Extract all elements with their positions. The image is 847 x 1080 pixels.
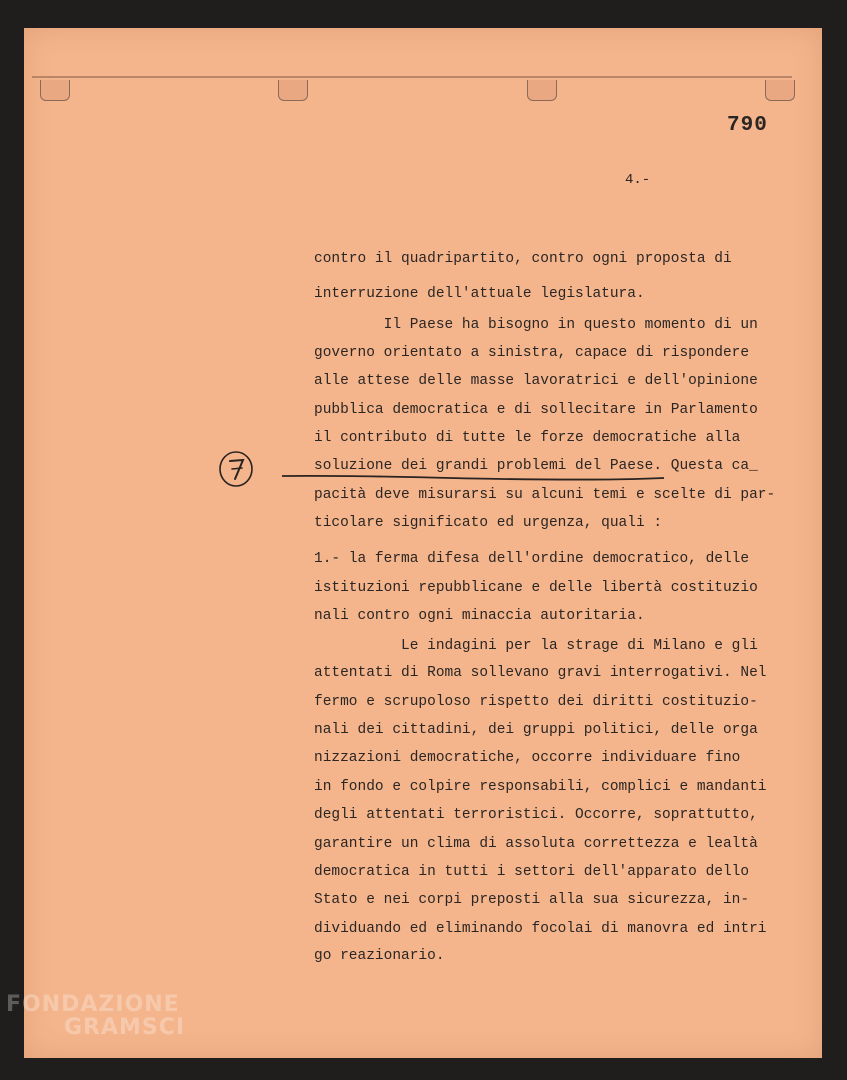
text-line: Stato e nei corpi preposti alla sua sicurezza, in- bbox=[314, 892, 750, 908]
text-line: Le indagini per la strage di Milano e gli bbox=[314, 638, 758, 654]
binder-tab bbox=[278, 80, 308, 101]
text-line: istituzioni repubblicane e delle libertà costituzio bbox=[314, 580, 758, 596]
text-line: Il Paese ha bisogno in questo momento di un bbox=[314, 317, 758, 333]
section-number: 4.- bbox=[625, 172, 651, 188]
text-line: ticolare significato ed urgenza, quali : bbox=[314, 515, 663, 531]
text-line: interruzione dell'attuale legislatura. bbox=[314, 286, 645, 302]
text-line: contro il quadripartito, contro ogni proposta di bbox=[314, 251, 732, 267]
binder-tab bbox=[527, 80, 557, 101]
text-line: nizzazioni democratiche, occorre individuare fino bbox=[314, 750, 741, 766]
text-line: attentati di Roma sollevano gravi interrogativi. Nel bbox=[314, 665, 767, 681]
page-number: 790 bbox=[727, 114, 768, 137]
text-line: soluzione dei grandi problemi del Paese. Questa ca_ bbox=[314, 458, 758, 474]
text-line: governo orientato a sinistra, capace di rispondere bbox=[314, 345, 750, 361]
text-line: go reazionario. bbox=[314, 948, 445, 964]
watermark-line-2: GRAMSCI bbox=[64, 1015, 186, 1040]
binder-tab bbox=[40, 80, 70, 101]
text-line: alle attese delle masse lavoratrici e dell'opinione bbox=[314, 373, 758, 389]
text-line: 1.- la ferma difesa dell'ordine democratico, delle bbox=[314, 551, 750, 567]
watermark-line-1: FONDAZIONE bbox=[6, 992, 180, 1017]
text-line: fermo e scrupoloso rispetto dei diritti costituzio- bbox=[314, 694, 758, 710]
text-line: nali dei cittadini, dei gruppi politici, delle orga bbox=[314, 722, 758, 738]
text-line: garantire un clima di assoluta correttezza e lealtà bbox=[314, 836, 758, 852]
text-line: pacità deve misurarsi su alcuni temi e scelte di par- bbox=[314, 487, 776, 503]
text-line: dividuando ed eliminando focolai di manovra ed intri bbox=[314, 921, 767, 937]
binder-tab bbox=[765, 80, 795, 101]
text-line: pubblica democratica e di sollecitare in Parlamento bbox=[314, 402, 758, 418]
text-line: in fondo e colpire responsabili, complici e mandanti bbox=[314, 779, 767, 795]
watermark-logo bbox=[6, 992, 185, 1040]
text-line: il contributo di tutte le forze democratiche alla bbox=[314, 430, 741, 446]
text-line: degli attentati terroristici. Occorre, soprattutto, bbox=[314, 807, 758, 823]
handwritten-underline bbox=[282, 472, 664, 484]
page-top-edge bbox=[32, 76, 792, 78]
text-line: democratica in tutti i settori dell'apparato dello bbox=[314, 864, 750, 880]
handwritten-circle-annotation bbox=[218, 450, 254, 488]
text-line: nali contro ogni minaccia autoritaria. bbox=[314, 608, 645, 624]
